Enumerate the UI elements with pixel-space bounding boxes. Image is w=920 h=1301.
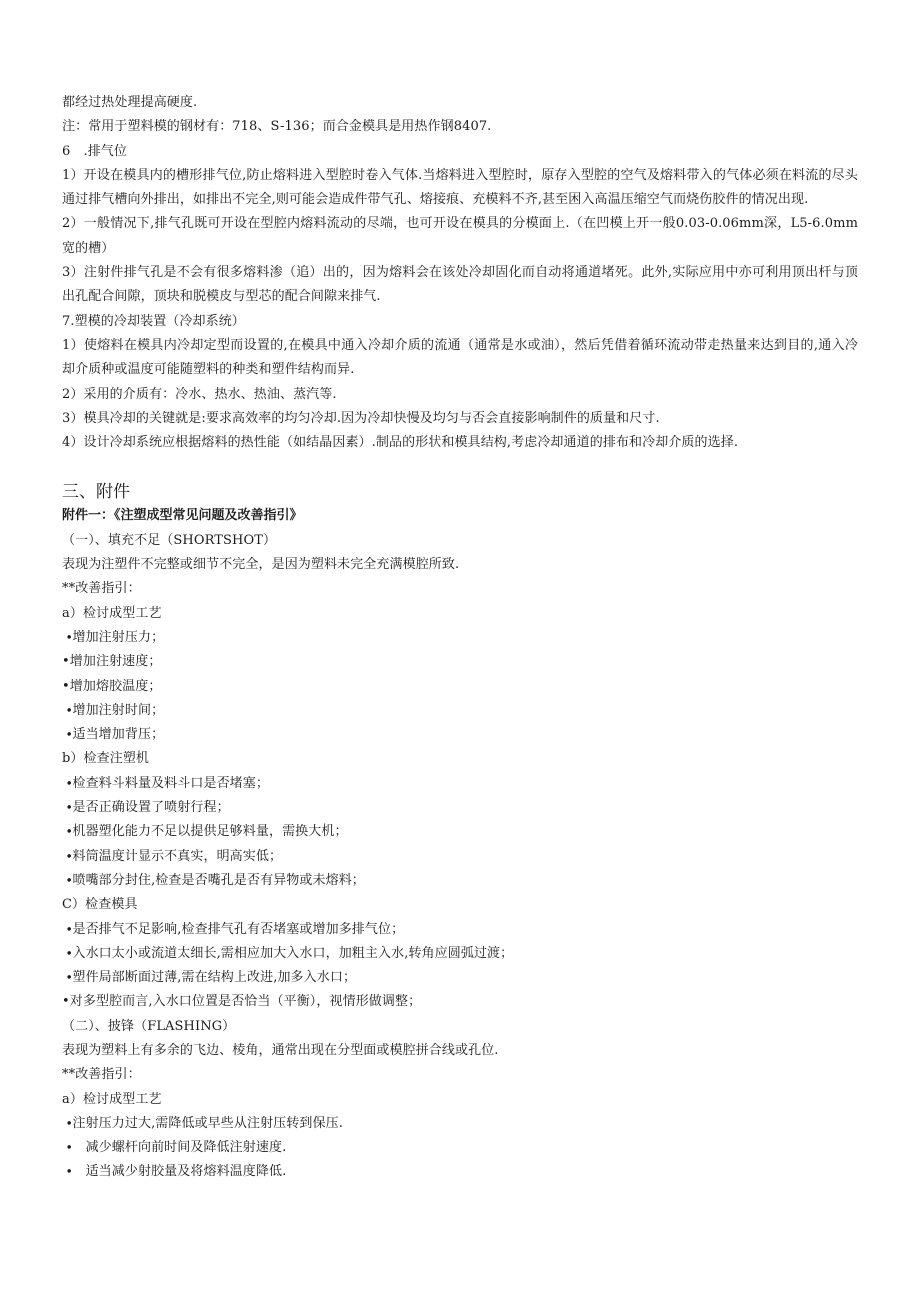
- text-line: 都经过热处理提高硬度.: [62, 95, 198, 110]
- list-item: •对多型腔而言,入水口位置是否恰当（平衡），视情形做调整；: [62, 994, 422, 1010]
- list-item: •增加熔胶温度；: [62, 678, 162, 694]
- text-line: 2）采用的介质有：冷水、热水、热油、蒸汽等.: [62, 386, 337, 402]
- list-heading: a）检讨成型工艺: [62, 1091, 162, 1107]
- list-item: ∙料筒温度计显示不真实，明高实低；: [66, 848, 283, 864]
- list-item: ∙是否排气不足影响,检查排气孔有否堵塞或增加多排气位；: [66, 921, 405, 937]
- section-title: 三、附件: [62, 482, 130, 503]
- text-line: **改善指引：: [62, 1067, 141, 1083]
- subheading-flashing: （二）、披锋（FLASHING）: [62, 1018, 236, 1034]
- note-line: 注：常用于塑料模的钢材有：718、S-136；而合金模具是用热作钢8407.: [62, 119, 492, 135]
- list-item: ∙喷嘴部分封住,检查是否嘴孔是否有异物或未熔料；: [66, 872, 365, 888]
- paragraph-cooling-4: 4）设计冷却系统应根据熔料的热性能（如结晶因素）.制品的形状和模具结构,考虑冷却通道的排布和冷却介质的选择.: [62, 435, 739, 451]
- heading-exhaust: 6 .排气位: [62, 143, 128, 159]
- list-item: ∙机器塑化能力不足以提供足够料量，需换大机；: [66, 824, 348, 840]
- list-item: ∙检查料斗料量及料斗口是否堵塞；: [66, 775, 269, 791]
- paragraph-exhaust-1: 1）开设在模具内的槽形排气位,防止熔料进入型腔时卷入气体.当熔料进入型腔时，原存入型腔的空气及熔料带入的气体必须在料流的尽头通过排气槽向外排出，如排出不完全,则可能会造成件带气孔、熔接痕、充模料不齐,甚至困入高温压缩空气而烧伤胶件的情况出现.: [62, 167, 858, 208]
- text-line: 3）模具冷却的关键就是:要求高效率的均匀冷却.因为冷却快慢及均匀与否会直接影响制件的质量和尺寸.: [62, 410, 660, 426]
- list-item: ∙塑件局部断面过薄,需在结构上改进,加多入水口；: [66, 970, 357, 986]
- list-item: ∙是否正确设置了喷射行程；: [66, 800, 230, 816]
- text-line: **改善指引：: [62, 581, 141, 597]
- paragraph-exhaust-2: 2）一般情况下,排气孔既可开设在型腔内熔料流动的尽端，也可开设在模具的分模面上.（在凹模上开一般0.03-0.06mm深，L5-6.0mm宽的槽）: [62, 216, 858, 256]
- paragraph-cooling-1: 1）使熔料在模具内冷却定型而设置的,在模具中通入冷却介质的流通（通常是水或油），然后凭借着循环流动带走热量来达到目的,通入冷却介质种或温度可能随塑料的种类和塑件结构而异.: [62, 337, 858, 378]
- annex-title: 附件一：《注塑成型常见问题及改善指引》: [62, 508, 303, 524]
- heading-cooling: 7.塑模的冷却装置（冷却系统）: [62, 313, 245, 329]
- list-item: ∙增加注射时间；: [66, 702, 165, 718]
- subheading-shortshot: （一）、填充不足（SHORTSHOT）: [62, 532, 277, 548]
- paragraph-exhaust-3: 3）注射件排气孔是不会有很多熔料渗（追）出的，因为熔料会在该处冷却固化而自动将通道堵死。此外,实际应用中亦可利用顶出杆与顶出孔配合间隙，顶块和脱模皮与型芯的配合间隙来排气.: [62, 265, 858, 305]
- text-line: 表现为塑料上有多余的飞边、棱角，通常出现在分型面或模腔拼合线或孔位.: [62, 1042, 499, 1058]
- list-heading: b）检查注塑机: [62, 751, 150, 767]
- list-item: ∙入水口太小或流道太细长,需相应加大入水口，加粗主入水,转角应圆弧过渡；: [66, 945, 514, 961]
- list-heading: a）检讨成型工艺: [62, 605, 162, 621]
- text-line: 表现为注塑件不完整或细节不完全，是因为塑料未完全充满模腔所致.: [62, 557, 460, 573]
- document-page: [62, 91, 858, 1185]
- list-item: ∙ 适当减少射胶量及将熔料温度降低.: [66, 1164, 287, 1180]
- list-item: ∙注射压力过大,需降低或早些从注射压转到保压.: [66, 1115, 343, 1131]
- list-item: ∙适当增加背压；: [66, 727, 165, 743]
- list-item: ∙ 减少螺杆向前时间及降低注射速度.: [66, 1140, 287, 1156]
- list-heading: C）检查模具: [62, 897, 138, 913]
- list-item: ∙增加注射压力；: [66, 629, 165, 645]
- list-item: •增加注射速度；: [62, 654, 162, 670]
